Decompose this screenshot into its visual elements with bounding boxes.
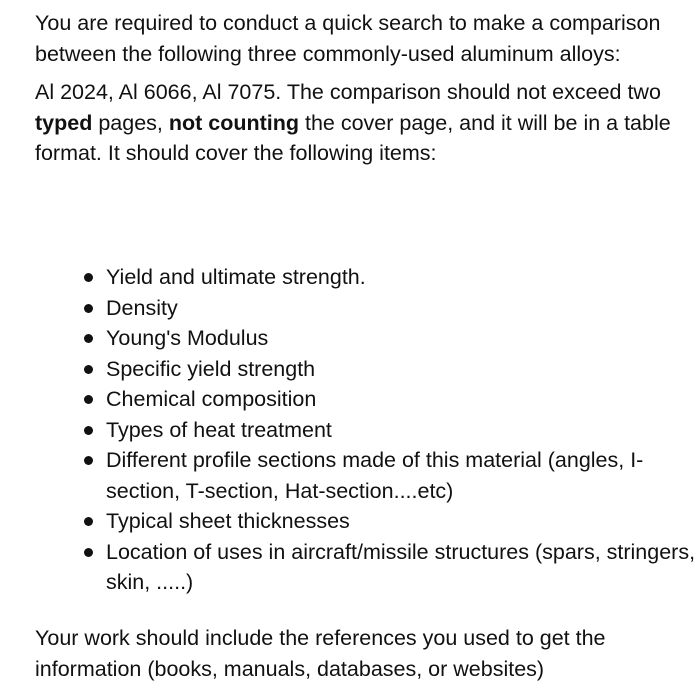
list-item (72, 262, 697, 293)
list-item-text: Young's Modulus (106, 326, 269, 350)
list-item-text: Different profile sections made of this material (angles, I-section, T-section, Hat-section....etc) (106, 448, 644, 503)
bullet-list (72, 262, 697, 598)
list-item (72, 293, 697, 324)
bullet-icon (84, 304, 93, 313)
requirements-text-3: the cover page, and it will be in a table format. It should cover the following items: (35, 110, 671, 165)
intro-paragraph: You are required to conduct a quick search to make a comparison between the following three commonly-used aluminum alloys: (35, 11, 661, 66)
bullet-icon (84, 334, 93, 343)
list-item-text: Typical sheet thicknesses (106, 509, 350, 533)
list-item (72, 537, 697, 598)
requirements-paragraph (35, 77, 695, 169)
bullet-icon (84, 426, 93, 435)
list-item-text: Yield and ultimate strength. (106, 265, 366, 289)
bullet-icon (84, 395, 93, 404)
not-counting-emphasis: not counting (168, 110, 299, 135)
requirements-text-1: Al 2024, Al 6066, Al 7075. The comparison should not exceed two (35, 80, 661, 104)
requirements-text-2: pages, (92, 110, 169, 135)
list-item-text: Density (106, 295, 178, 320)
document-body (35, 8, 695, 169)
bullet-icon (84, 365, 93, 374)
bullet-icon (84, 273, 93, 282)
bullet-icon (84, 517, 93, 526)
list-item-text: Specific yield strength (106, 356, 316, 381)
references-note: Your work should include the references you used to get the information (books, manuals, databases, or websites) (35, 626, 606, 681)
list-item (72, 323, 697, 354)
list-item (72, 415, 697, 446)
list-item (72, 445, 697, 506)
typed-emphasis: typed (35, 110, 93, 135)
list-item-text: Types of heat treatment (106, 417, 332, 442)
list-item-text: Chemical composition (106, 387, 317, 411)
bullet-icon (84, 548, 93, 557)
list-item-text: Location of uses in aircraft/missile structures (spars, stringers, skin, .....) (106, 539, 696, 594)
list-item (72, 506, 697, 537)
list-item (72, 354, 697, 385)
list-item (72, 384, 697, 415)
bullet-icon (84, 456, 93, 465)
